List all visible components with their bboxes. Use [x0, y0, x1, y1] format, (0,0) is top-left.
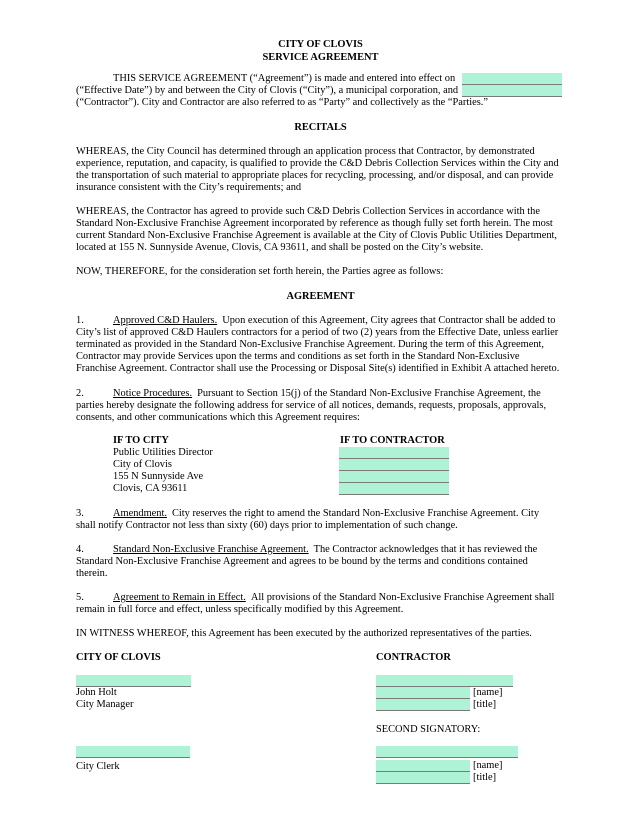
- recital-line: WHEREAS, the Contractor has agreed to provide such C&D Debris Collection Services in accordance with the: [76, 206, 540, 217]
- section-first-line: [76, 388, 565, 400]
- second-signatory-name-field[interactable]: [376, 760, 470, 772]
- recitals-heading: RECITALS: [294, 122, 347, 133]
- contractor-title-field[interactable]: [376, 699, 470, 711]
- section-line: Contractor may provide Services upon the terms and conditions as set forth in the Standard Non-Exclusive: [76, 351, 520, 362]
- second-signatory-title-label: [title]: [473, 772, 497, 783]
- recital-line: located at 155 N. Sunnyside Avenue, Clovis, CA 93611, and shall be posted on the City’s website.: [76, 242, 484, 253]
- contractor-address-field[interactable]: [339, 459, 449, 471]
- agreement-heading-block: [76, 291, 565, 303]
- recital-line: experience, reputation, and capacity, is qualified to provide the C&D Debris Collection Services within the City and: [76, 158, 559, 169]
- contractor-address: [340, 435, 445, 447]
- section-heading: Amendment.: [113, 508, 167, 519]
- section-first-line: [76, 508, 565, 520]
- city-address-line: Clovis, CA 93611: [113, 483, 188, 494]
- contractor-address-field[interactable]: [339, 483, 449, 495]
- section-text: All provisions of the Standard Non-Exclusive Franchise Agreement shall: [250, 592, 555, 603]
- city-address: [113, 435, 213, 495]
- city-clerk-title: City Clerk: [76, 761, 120, 772]
- witness-line: IN WITNESS WHEREOF, this Agreement has been executed by the authorized representatives of the parties.: [76, 628, 532, 639]
- section-2: [76, 388, 565, 424]
- section-line: parties hereby designate the following address for service of all notices, demands, requests, proposals, approvals,: [76, 400, 547, 411]
- recital-line: WHEREAS, the City Council has determined through an application process that Contractor, by demonstrated: [76, 146, 535, 157]
- section-5: [76, 592, 565, 616]
- section-line: Standard Non-Exclusive Franchise Agreement and agrees to be bound by the terms and conditions contained: [76, 556, 528, 567]
- city-manager-title: City Manager: [76, 699, 134, 710]
- contractor-address-field[interactable]: [339, 447, 449, 459]
- section-number: 5.: [76, 592, 84, 603]
- second-signatory-title-field[interactable]: [376, 772, 470, 784]
- section-line: Franchise Agreement. Contractor shall use the Processing or Disposal Site(s) identified in Exhibit A attached hereto.: [76, 363, 560, 374]
- section-line: consents, and other communications which this Agreement requires:: [76, 412, 360, 423]
- section-heading: Notice Procedures.: [113, 388, 193, 399]
- section-line: terminated as provided in the Standard Non-Exclusive Franchise Agreement. During the term of this Agreement,: [76, 339, 545, 350]
- contractor-signature-heading: CONTRACTOR: [376, 652, 451, 663]
- city-address-heading: IF TO CITY: [113, 435, 169, 446]
- section-heading: Approved C&D Haulers.: [113, 315, 218, 326]
- section-text: The Contractor acknowledges that it has reviewed the: [313, 544, 538, 555]
- section-first-line: [76, 315, 565, 327]
- contractor-name-field[interactable]: [376, 687, 470, 699]
- notice-addresses: [76, 435, 565, 495]
- city-address-line: 155 N Sunnyside Ave: [113, 471, 204, 482]
- section-text: City reserves the right to amend the Standard Non-Exclusive Franchise Agreement. City: [171, 508, 540, 519]
- section-3: [76, 508, 565, 532]
- section-text: Pursuant to Section 15(j) of the Standard Non-Exclusive Franchise Agreement, the: [197, 388, 541, 399]
- recital-line: current Standard Non-Exclusive Franchise Agreement is available at the City of Clovis Public Utilities Department,: [76, 230, 558, 241]
- section-1: [76, 315, 565, 375]
- now-therefore-line: NOW, THEREFORE, for the consideration set forth herein, the Parties agree as follows:: [76, 266, 444, 277]
- agreement-heading: AGREEMENT: [286, 291, 355, 302]
- contractor-title-label: [title]: [473, 699, 497, 710]
- witness-paragraph: [76, 628, 565, 640]
- section-heading: Standard Non-Exclusive Franchise Agreement.: [113, 544, 309, 555]
- contractor-signature-field[interactable]: [376, 675, 513, 687]
- title-agreement: SERVICE AGREEMENT: [262, 52, 379, 63]
- contractor-address-heading: IF TO CONTRACTOR: [340, 435, 445, 446]
- section-line: therein.: [76, 568, 108, 579]
- now-therefore-paragraph: [76, 266, 565, 278]
- recital-line: the transportation of such material to appropriate places for recycling, processing, and/or disposal, and can provide: [76, 170, 554, 181]
- second-signatory-name-label: [name]: [473, 760, 503, 771]
- document-title: [76, 38, 565, 64]
- recital-line: Standard Non-Exclusive Franchise Agreement incorporated by reference as though fully set forth herein. The most: [76, 218, 553, 229]
- recital-paragraph-1: [76, 146, 565, 194]
- recital-paragraph-2: [76, 206, 565, 254]
- contractor-name-field[interactable]: [462, 85, 562, 97]
- intro-line: THIS SERVICE AGREEMENT (“Agreement”) is made and entered into effect on: [113, 73, 456, 84]
- city-address-line: City of Clovis: [113, 459, 172, 470]
- section-line: remain in full force and effect, unless specifically modified by this Agreement.: [76, 604, 404, 615]
- city-manager-name: John Holt: [76, 687, 117, 698]
- section-line: City’s list of approved C&D Haulers contractors for a period of two (2) years from the Effective Date, unless earlier: [76, 327, 559, 338]
- contractor-address-field[interactable]: [339, 471, 449, 483]
- intro-line: (“Effective Date”) by and between the City of Clovis (“City”), a municipal corporation, and: [76, 85, 459, 96]
- section-text: Upon execution of this Agreement, City agrees that Contractor shall be added to: [222, 315, 556, 326]
- city-manager-signature-field[interactable]: [76, 675, 191, 687]
- section-4: [76, 544, 565, 580]
- second-signatory-heading: SECOND SIGNATORY:: [376, 724, 481, 735]
- intro-line: (“Contractor”). City and Contractor are also referred to as “Party” and collectively as the “Parties.”: [76, 97, 488, 108]
- effective-date-field[interactable]: [462, 73, 562, 85]
- section-number: 4.: [76, 544, 84, 555]
- section-first-line: [76, 544, 565, 556]
- section-heading: Agreement to Remain in Effect.: [113, 592, 246, 603]
- section-first-line: [76, 592, 565, 604]
- section-number: 1.: [76, 315, 84, 326]
- city-signature-heading: CITY OF CLOVIS: [76, 652, 161, 663]
- section-number: 3.: [76, 508, 84, 519]
- intro-paragraph: [76, 73, 565, 109]
- title-city: CITY OF CLOVIS: [278, 39, 363, 50]
- recital-line: insurance consistent with the City’s requirements; and: [76, 182, 302, 193]
- section-line: shall notify Contractor not less than sixty (60) days prior to implementation of such change.: [76, 520, 458, 531]
- section-number: 2.: [76, 388, 84, 399]
- city-address-line: Public Utilities Director: [113, 447, 213, 458]
- city-clerk-signature-field[interactable]: [76, 746, 190, 758]
- second-signatory-signature-field[interactable]: [376, 746, 518, 758]
- contractor-name-label: [name]: [473, 687, 503, 698]
- recitals-heading-block: [76, 122, 565, 134]
